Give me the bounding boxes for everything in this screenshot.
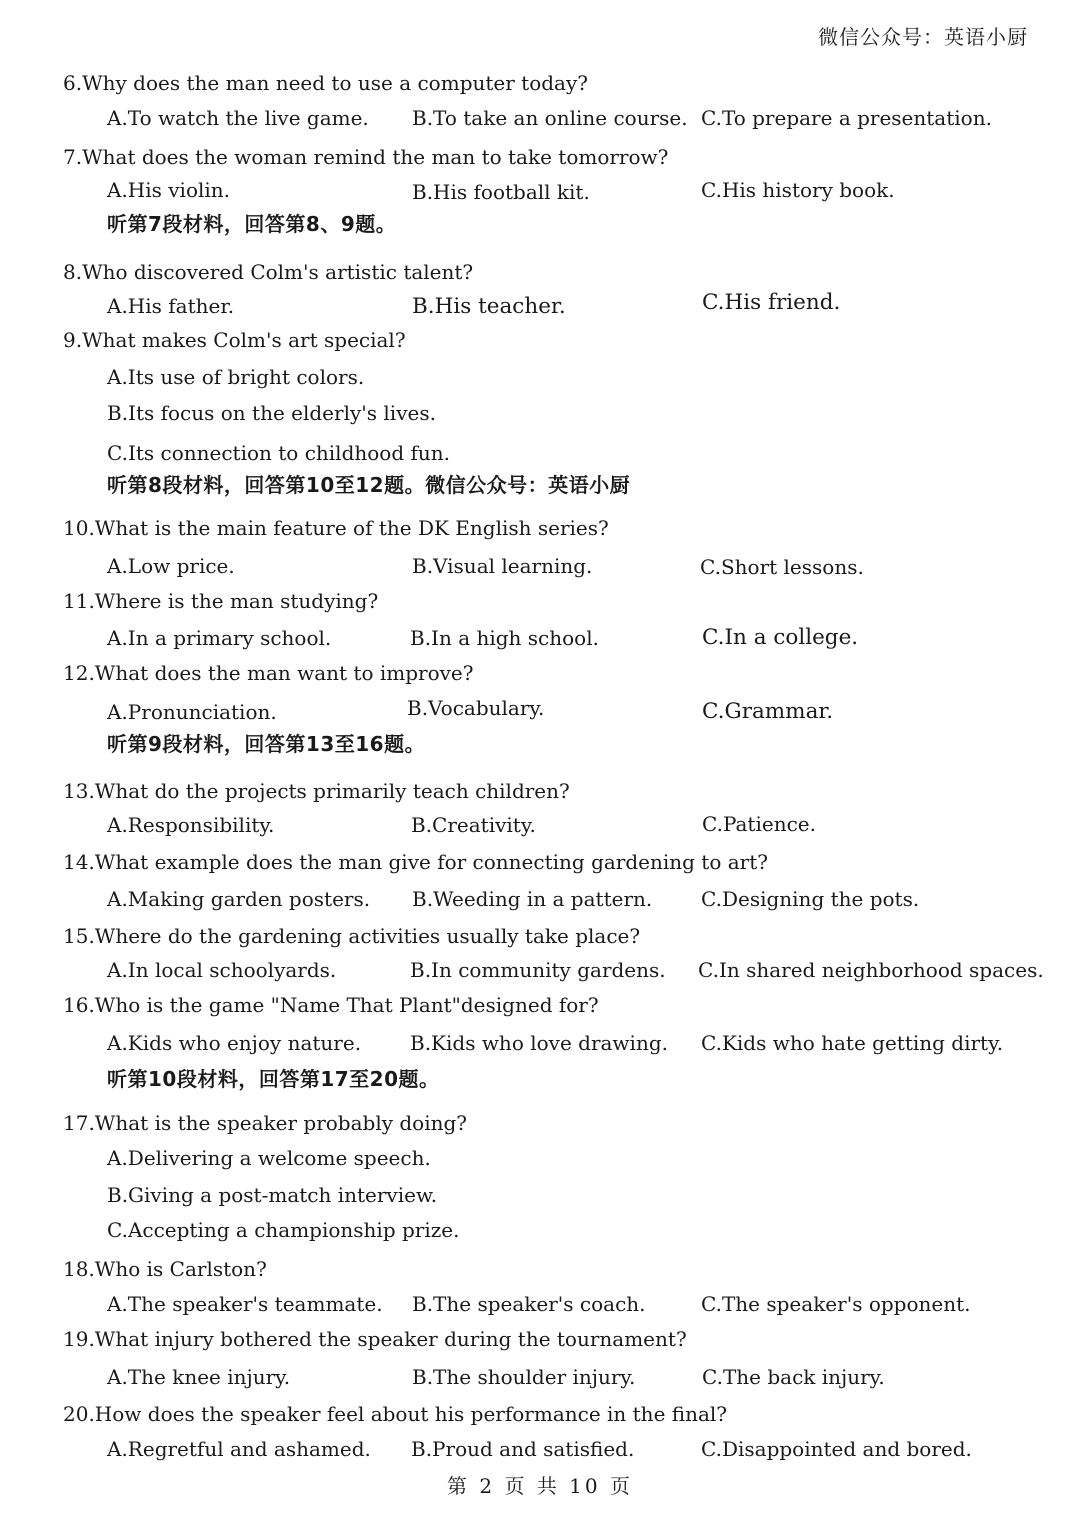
question-14-option-c: C.Designing the pots. bbox=[701, 887, 920, 911]
question-14-stem: 14.What example does the man give for connecting gardening to art? bbox=[63, 850, 768, 874]
question-9-option-b: B.Its focus on the elderly's lives. bbox=[107, 401, 436, 425]
question-6-option-c: C.To prepare a presentation. bbox=[701, 106, 992, 130]
section-heading-10: 听第10段材料，回答第17至20题。 bbox=[107, 1067, 440, 1091]
question-17-option-b: B.Giving a post-match interview. bbox=[107, 1183, 438, 1207]
question-6-stem: 6.Why does the man need to use a computer today? bbox=[63, 71, 588, 95]
question-7-option-b: B.His football kit. bbox=[412, 180, 590, 204]
question-13-option-c: C.Patience. bbox=[702, 812, 816, 836]
question-16-stem: 16.Who is the game "Name That Plant"designed for? bbox=[63, 993, 599, 1017]
question-10-option-b: B.Visual learning. bbox=[412, 554, 593, 578]
question-12-option-b: B.Vocabulary. bbox=[407, 696, 545, 720]
question-19-option-c: C.The back injury. bbox=[702, 1365, 885, 1389]
question-14-option-b: B.Weeding in a pattern. bbox=[412, 887, 653, 911]
question-10-option-c: C.Short lessons. bbox=[700, 555, 864, 579]
question-20-option-b: B.Proud and satisfied. bbox=[411, 1437, 635, 1461]
question-15-option-a: A.In local schoolyards. bbox=[107, 958, 337, 982]
question-12-option-a: A.Pronunciation. bbox=[107, 700, 277, 724]
section-heading-9: 听第9段材料，回答第13至16题。 bbox=[107, 732, 426, 756]
question-16-option-b: B.Kids who love drawing. bbox=[410, 1031, 668, 1055]
question-20-stem: 20.How does the speaker feel about his performance in the final? bbox=[63, 1402, 728, 1426]
question-12-option-c: C.Grammar. bbox=[702, 699, 834, 724]
question-18-option-b: B.The speaker's coach. bbox=[412, 1292, 646, 1316]
question-20-option-a: A.Regretful and ashamed. bbox=[107, 1437, 371, 1461]
question-14-option-a: A.Making garden posters. bbox=[107, 887, 371, 911]
question-10-stem: 10.What is the main feature of the DK English series? bbox=[63, 516, 609, 540]
question-12-stem: 12.What does the man want to improve? bbox=[63, 661, 474, 685]
question-11-option-b: B.In a high school. bbox=[410, 626, 599, 650]
question-9-option-c: C.Its connection to childhood fun. bbox=[107, 441, 451, 465]
question-11-option-a: A.In a primary school. bbox=[107, 626, 332, 650]
question-10-option-a: A.Low price. bbox=[107, 554, 235, 578]
question-15-option-b: B.In community gardens. bbox=[410, 958, 666, 982]
question-17-option-c: C.Accepting a championship prize. bbox=[107, 1218, 460, 1242]
question-8-option-c: C.His friend. bbox=[702, 290, 841, 315]
question-8-stem: 8.Who discovered Colm's artistic talent? bbox=[63, 260, 474, 284]
question-6-option-b: B.To take an online course. bbox=[412, 106, 688, 130]
question-15-stem: 15.Where do the gardening activities usually take place? bbox=[63, 924, 641, 948]
question-7-option-c: C.His history book. bbox=[701, 178, 895, 202]
question-19-stem: 19.What injury bothered the speaker during the tournament? bbox=[63, 1327, 687, 1351]
question-18-option-a: A.The speaker's teammate. bbox=[107, 1292, 383, 1316]
question-15-option-c: C.In shared neighborhood spaces. bbox=[698, 958, 1044, 982]
question-16-option-c: C.Kids who hate getting dirty. bbox=[701, 1031, 1004, 1055]
question-17-option-a: A.Delivering a welcome speech. bbox=[107, 1146, 431, 1170]
question-6-option-a: A.To watch the live game. bbox=[107, 106, 369, 130]
question-7-stem: 7.What does the woman remind the man to take tomorrow? bbox=[63, 145, 669, 169]
question-9-stem: 9.What makes Colm's art special? bbox=[63, 328, 406, 352]
question-16-option-a: A.Kids who enjoy nature. bbox=[107, 1031, 362, 1055]
question-13-option-b: B.Creativity. bbox=[411, 813, 536, 837]
question-9-option-a: A.Its use of bright colors. bbox=[107, 365, 365, 389]
question-17-stem: 17.What is the speaker probably doing? bbox=[63, 1111, 468, 1135]
question-19-option-b: B.The shoulder injury. bbox=[412, 1365, 636, 1389]
question-8-option-a: A.His father. bbox=[107, 294, 235, 318]
question-8-option-b: B.His teacher. bbox=[412, 294, 566, 319]
wechat-account-label: 微信公众号：英语小厨 bbox=[818, 25, 1028, 49]
question-7-option-a: A.His violin. bbox=[107, 178, 231, 202]
question-13-option-a: A.Responsibility. bbox=[107, 813, 275, 837]
section-heading-7: 听第7段材料，回答第8、9题。 bbox=[107, 212, 397, 236]
question-11-stem: 11.Where is the man studying? bbox=[63, 589, 379, 613]
question-18-stem: 18.Who is Carlston? bbox=[63, 1257, 267, 1281]
question-20-option-c: C.Disappointed and bored. bbox=[701, 1437, 972, 1461]
page-number: 第 2 页 共 10 页 bbox=[447, 1474, 633, 1498]
question-13-stem: 13.What do the projects primarily teach children? bbox=[63, 779, 570, 803]
question-19-option-a: A.The knee injury. bbox=[107, 1365, 291, 1389]
question-11-option-c: C.In a college. bbox=[702, 625, 859, 650]
question-18-option-c: C.The speaker's opponent. bbox=[701, 1292, 971, 1316]
section-heading-8: 听第8段材料，回答第10至12题。微信公众号：英语小厨 bbox=[107, 473, 631, 497]
